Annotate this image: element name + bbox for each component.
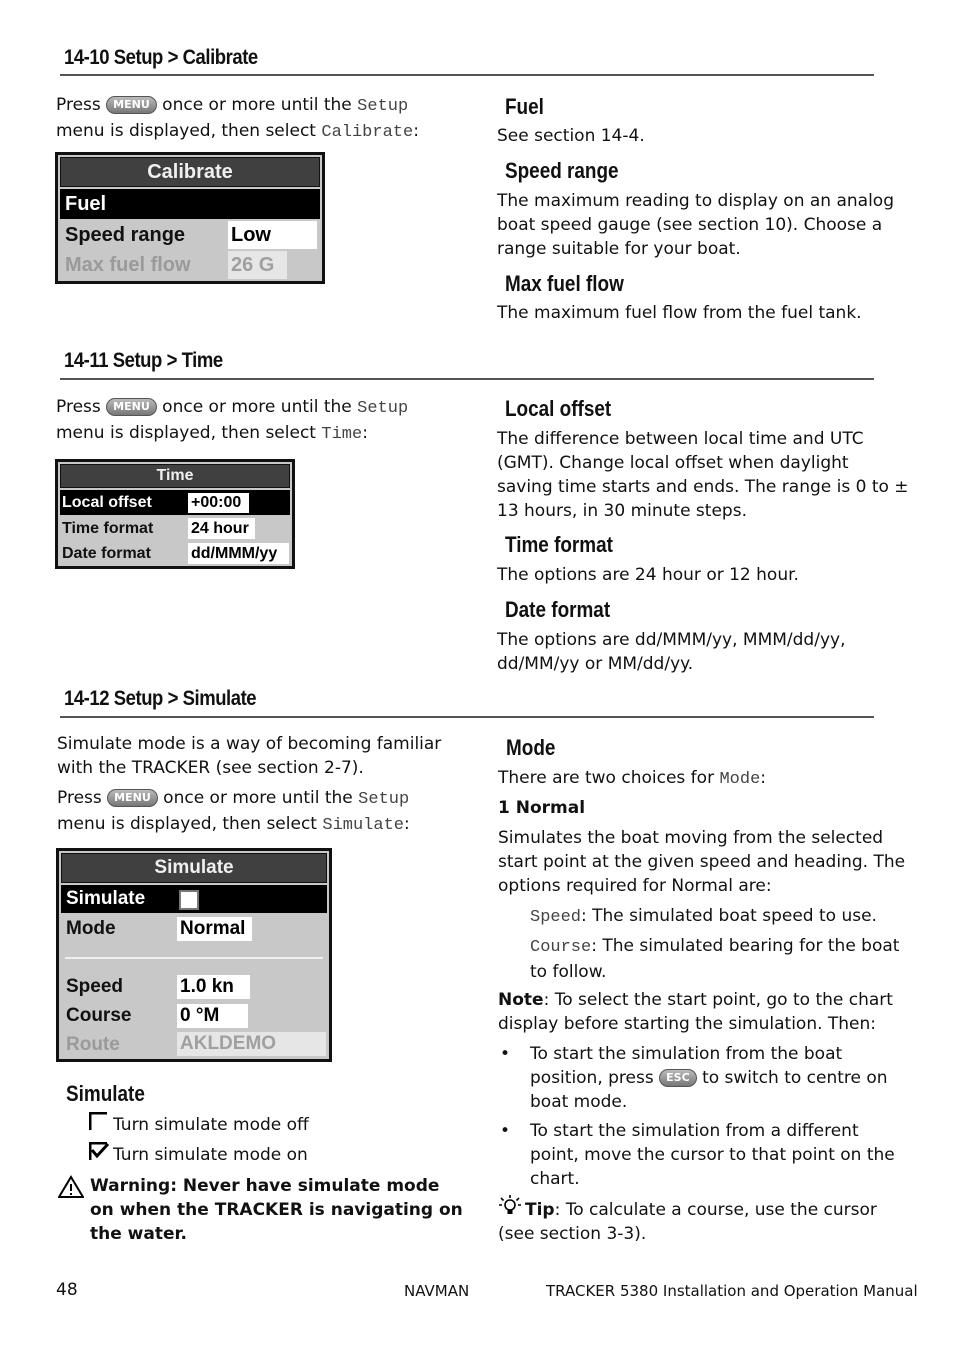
row-label: Speed range [65, 224, 186, 246]
row-label: Fuel [65, 193, 107, 215]
time-format-text: The options are 24 hour or 12 hour. [497, 565, 799, 585]
colon: : [362, 423, 368, 443]
heading-speed-range: Speed range [505, 158, 619, 183]
heading-time-format: Time format [505, 532, 613, 557]
row-label: Route [66, 1034, 120, 1055]
text-line: (see section 3-3). [498, 1224, 647, 1244]
section-title-calibrate: 14-10 Setup > Calibrate [64, 46, 258, 69]
normal-text [498, 826, 918, 898]
text: position, press [530, 1068, 654, 1088]
footer-brand: NAVMAN [404, 1282, 470, 1300]
text-line: To start the simulation from the boat [530, 1044, 843, 1064]
screen-row-max-fuel-flow [60, 251, 320, 279]
row-value: dd/MMM/yy [188, 543, 289, 564]
time-code: Time [321, 425, 363, 444]
checked-box-icon [89, 1142, 109, 1160]
course-option [530, 934, 920, 984]
text-line: boat speed gauge (see section 10). Choose a [497, 215, 883, 235]
time-screen [55, 459, 295, 569]
bullet-2 [530, 1119, 920, 1191]
text-line: boat mode. [530, 1092, 628, 1112]
screen-row-speed-range [60, 221, 320, 249]
date-format-text [497, 628, 917, 676]
bullet-icon: • [500, 1121, 511, 1141]
esc-key-icon: ESC [659, 1069, 697, 1087]
intro-text: menu is displayed, then select [57, 814, 317, 834]
note-text [498, 988, 918, 1036]
heading-mode: Mode [506, 735, 556, 760]
row-label: Mode [66, 918, 116, 939]
screen-row-route [61, 1031, 327, 1059]
section-rule [60, 378, 874, 380]
intro-text: Press [56, 397, 101, 417]
section-rule [60, 74, 874, 76]
text: : The simulated bearing for the boat [591, 936, 900, 956]
text: : To calculate a course, use the cursor [554, 1200, 877, 1220]
section-title-simulate: 14-12 Setup > Simulate [64, 687, 257, 710]
text-line: 13 hours, in 30 minute steps. [497, 501, 747, 521]
row-value: Normal [177, 917, 252, 941]
screen-row-local-offset [60, 490, 290, 515]
text: to switch to centre on [702, 1068, 888, 1088]
text-line: start point at the given speed and heading. The [498, 852, 906, 872]
colon: : [404, 814, 410, 834]
text-line: dd/MM/yy or MM/dd/yy. [497, 654, 694, 674]
mode-code: Mode [719, 770, 761, 789]
intro-text: once or more until the [162, 397, 352, 417]
screen-row-simulate [61, 885, 327, 913]
tip-label: Tip [525, 1200, 555, 1220]
screen-title: Time [60, 464, 290, 488]
text-line: chart. [530, 1169, 580, 1189]
row-value: 24 hour [188, 518, 255, 539]
text-line: with the TRACKER (see section 2-7). [57, 758, 364, 778]
intro-text: once or more until the [163, 788, 353, 808]
screen-row-course [61, 1002, 327, 1030]
text-line: Simulates the boat moving from the selected [498, 828, 884, 848]
row-value: 0 °M [177, 1004, 248, 1028]
text: There are two choices for [498, 768, 715, 788]
screen-row-date-format [60, 541, 290, 566]
heading-date-format: Date format [505, 597, 611, 622]
intro-text: Press [57, 788, 102, 808]
intro-text: once or more until the [162, 95, 352, 115]
calibrate-intro [56, 93, 476, 145]
text: : To select the start point, go to the chart [543, 990, 893, 1010]
screen-row-fuel [60, 189, 320, 219]
simulate-off-text: Turn simulate mode off [113, 1115, 309, 1135]
simulate-on-text: Turn simulate mode on [113, 1145, 308, 1165]
bullet-1 [530, 1042, 920, 1114]
max-fuel-flow-text: The maximum fuel flow from the fuel tank. [497, 303, 862, 323]
text-line: (GMT). Change local offset when daylight [497, 453, 849, 473]
speed-option [530, 904, 920, 930]
mode-intro [498, 766, 918, 792]
text-line: The maximum reading to display on an analog [497, 191, 894, 211]
text-line: Simulate mode is a way of becoming familiar [57, 734, 442, 754]
text-line: saving time starts and ends. The range is 0 to ± [497, 477, 909, 497]
screen-row-mode [61, 915, 327, 943]
simulate-screen [56, 848, 332, 1062]
footer-manual-title: TRACKER 5380 Installation and Operation Manual [546, 1282, 918, 1300]
setup-code: Setup [357, 399, 409, 418]
row-label: Local offset [62, 494, 152, 511]
text-line: on when the TRACKER is navigating on [90, 1200, 463, 1220]
row-value: Low [228, 221, 317, 249]
section-title-time: 14-11 Setup > Time [64, 349, 223, 372]
screen-title: Simulate [61, 853, 327, 883]
simulate-code: Simulate [322, 816, 404, 835]
page-number: 48 [56, 1280, 78, 1300]
text-line: Warning: Never have simulate mode [90, 1176, 440, 1196]
course-code: Course [530, 938, 592, 957]
local-offset-text [497, 427, 917, 523]
colon: : [413, 121, 419, 141]
heading-fuel: Fuel [505, 94, 544, 119]
note-label: Note [498, 990, 544, 1010]
text-line: range suitable for your boat. [497, 239, 741, 259]
row-label: Max fuel flow [65, 254, 191, 276]
row-value: 1.0 kn [177, 975, 250, 999]
screen-title: Calibrate [60, 157, 320, 187]
row-label: Simulate [66, 888, 146, 909]
intro-text: menu is displayed, then select [56, 423, 316, 443]
menu-key-icon: MENU [106, 398, 157, 416]
row-value: 26 G [228, 251, 287, 279]
heading-simulate: Simulate [66, 1081, 145, 1106]
tip-text [498, 1198, 918, 1246]
speed-range-text [497, 189, 917, 261]
fuel-text: See section 14-4. [497, 126, 645, 146]
text: : [760, 768, 767, 788]
text-line: to follow. [530, 962, 607, 982]
screen-row-time-format [60, 516, 290, 541]
unchecked-box-icon [89, 1112, 107, 1130]
screen-divider [65, 957, 323, 959]
text: : The simulated boat speed to use. [581, 906, 877, 926]
warning-text [90, 1174, 470, 1246]
screen-row-speed [61, 973, 327, 1001]
heading-local-offset: Local offset [505, 396, 612, 421]
row-value: +00:00 [188, 493, 249, 513]
text-line: The options are dd/MMM/yy, MMM/dd/yy, [497, 630, 846, 650]
row-label: Date format [62, 545, 151, 562]
bullet-icon: • [500, 1044, 511, 1064]
section-rule [60, 716, 874, 718]
row-value: AKLDEMO [177, 1032, 326, 1056]
calibrate-screen [55, 152, 325, 284]
text-line: options required for Normal are: [498, 876, 772, 896]
menu-key-icon: MENU [107, 789, 158, 807]
text-line: the water. [90, 1224, 187, 1244]
heading-max-fuel-flow: Max fuel flow [505, 271, 624, 296]
text-line: To start the simulation from a different [530, 1121, 859, 1141]
row-label: Speed [66, 976, 124, 997]
text-line: display before starting the simulation. Then: [498, 1014, 877, 1034]
row-label: Time format [62, 520, 154, 537]
menu-key-icon: MENU [106, 96, 157, 114]
text-line: The difference between local time and UTC [497, 429, 864, 449]
calibrate-code: Calibrate [321, 123, 414, 142]
speed-code: Speed [530, 908, 582, 927]
text-line: point, move the cursor to that point on the [530, 1145, 895, 1165]
normal-heading: 1 Normal [498, 798, 586, 818]
row-label: Course [66, 1005, 132, 1026]
time-intro [56, 395, 476, 447]
setup-code: Setup [357, 97, 409, 116]
setup-code: Setup [358, 790, 410, 809]
warning-icon [58, 1175, 84, 1199]
intro-text: menu is displayed, then select [56, 121, 316, 141]
checkbox-icon [179, 890, 199, 910]
intro-text: Press [56, 95, 101, 115]
simulate-intro [57, 732, 477, 838]
